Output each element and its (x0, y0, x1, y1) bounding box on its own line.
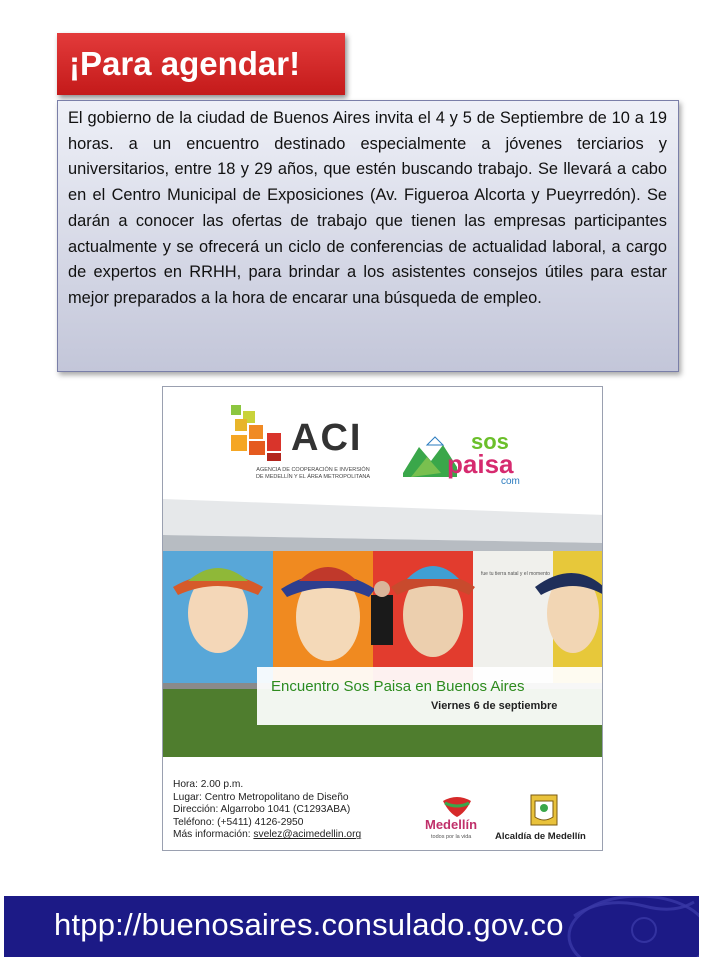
info-email-link[interactable]: svelez@acimedellin.org (253, 829, 362, 841)
info-hora: Hora: 2.00 p.m. (173, 779, 244, 790)
mural-photo (163, 495, 603, 757)
aci-subtitle (243, 467, 383, 481)
aci-name: ACI (291, 417, 363, 459)
sos-bottom-text: paisa (447, 449, 514, 479)
info-mas-label: Más información: (173, 829, 254, 841)
aci-subtitle-line-1: AGENCIA DE COOPERACIÓN E INVERSIÓN (256, 467, 370, 473)
announcement-text: El gobierno de la ciudad de Buenos Aires invita el 4 y 5 de Septiembre de 10 a 19 horas. a un encuentro destinado especialmente a jóvenes terciarios y universitarios, entre 18 y 29 años, que estén buscando trabajo. Se llevará a cabo en el Centro Municipal de Exposiciones (Av. Figueroa Alcorta y Pueyrredón). Se darán a conocer las ofertas de trabajo que tienen las empresas participantes actualmente y se ofrecerá un ciclo de conferencias de actualidad laboral, a cargo de expertos en RRHH, para brindar a los asistentes consejos útiles para estar mejor preparados a la hora de encarar una búsqueda de empleo. (57, 100, 679, 372)
page-title: ¡Para agendar! (57, 33, 345, 95)
event-info (173, 779, 433, 842)
medellin-tagline: todos por la vida (431, 834, 472, 840)
medellin-logo (421, 795, 493, 841)
mural-caption: fue tu tierra natal y el momento (481, 571, 550, 577)
info-direccion: Dirección: Algarrobo 1041 (C1293ABA) (173, 804, 351, 816)
alcaldia-logo (493, 793, 599, 845)
poster-logo-header (163, 387, 603, 495)
alcaldia-name: Alcaldía de Medellín (495, 831, 586, 842)
sos-com-text: com (501, 476, 520, 487)
event-title: Encuentro Sos Paisa en Buenos Aires (271, 678, 525, 695)
sos-top-text: sos (471, 429, 509, 454)
event-poster (162, 386, 603, 851)
sos-paisa-logo (401, 427, 546, 487)
info-mas-informacion (173, 829, 433, 842)
footer-url[interactable]: htpp://buenosaires.consulado.gov.co (54, 907, 564, 942)
medellin-name: Medellín (425, 817, 478, 832)
consulate-emblem-watermark (544, 896, 699, 957)
info-telefono: Teléfono: (+5411) 4126-2950 (173, 816, 304, 828)
info-lugar: Lugar: Centro Metropolitano de Diseño (173, 791, 349, 803)
aci-subtitle-line-2: DE MEDELLÍN Y EL ÁREA METROPOLITANA (255, 474, 371, 480)
event-date: Viernes 6 de septiembre (431, 700, 558, 712)
footer-bar (4, 896, 699, 957)
